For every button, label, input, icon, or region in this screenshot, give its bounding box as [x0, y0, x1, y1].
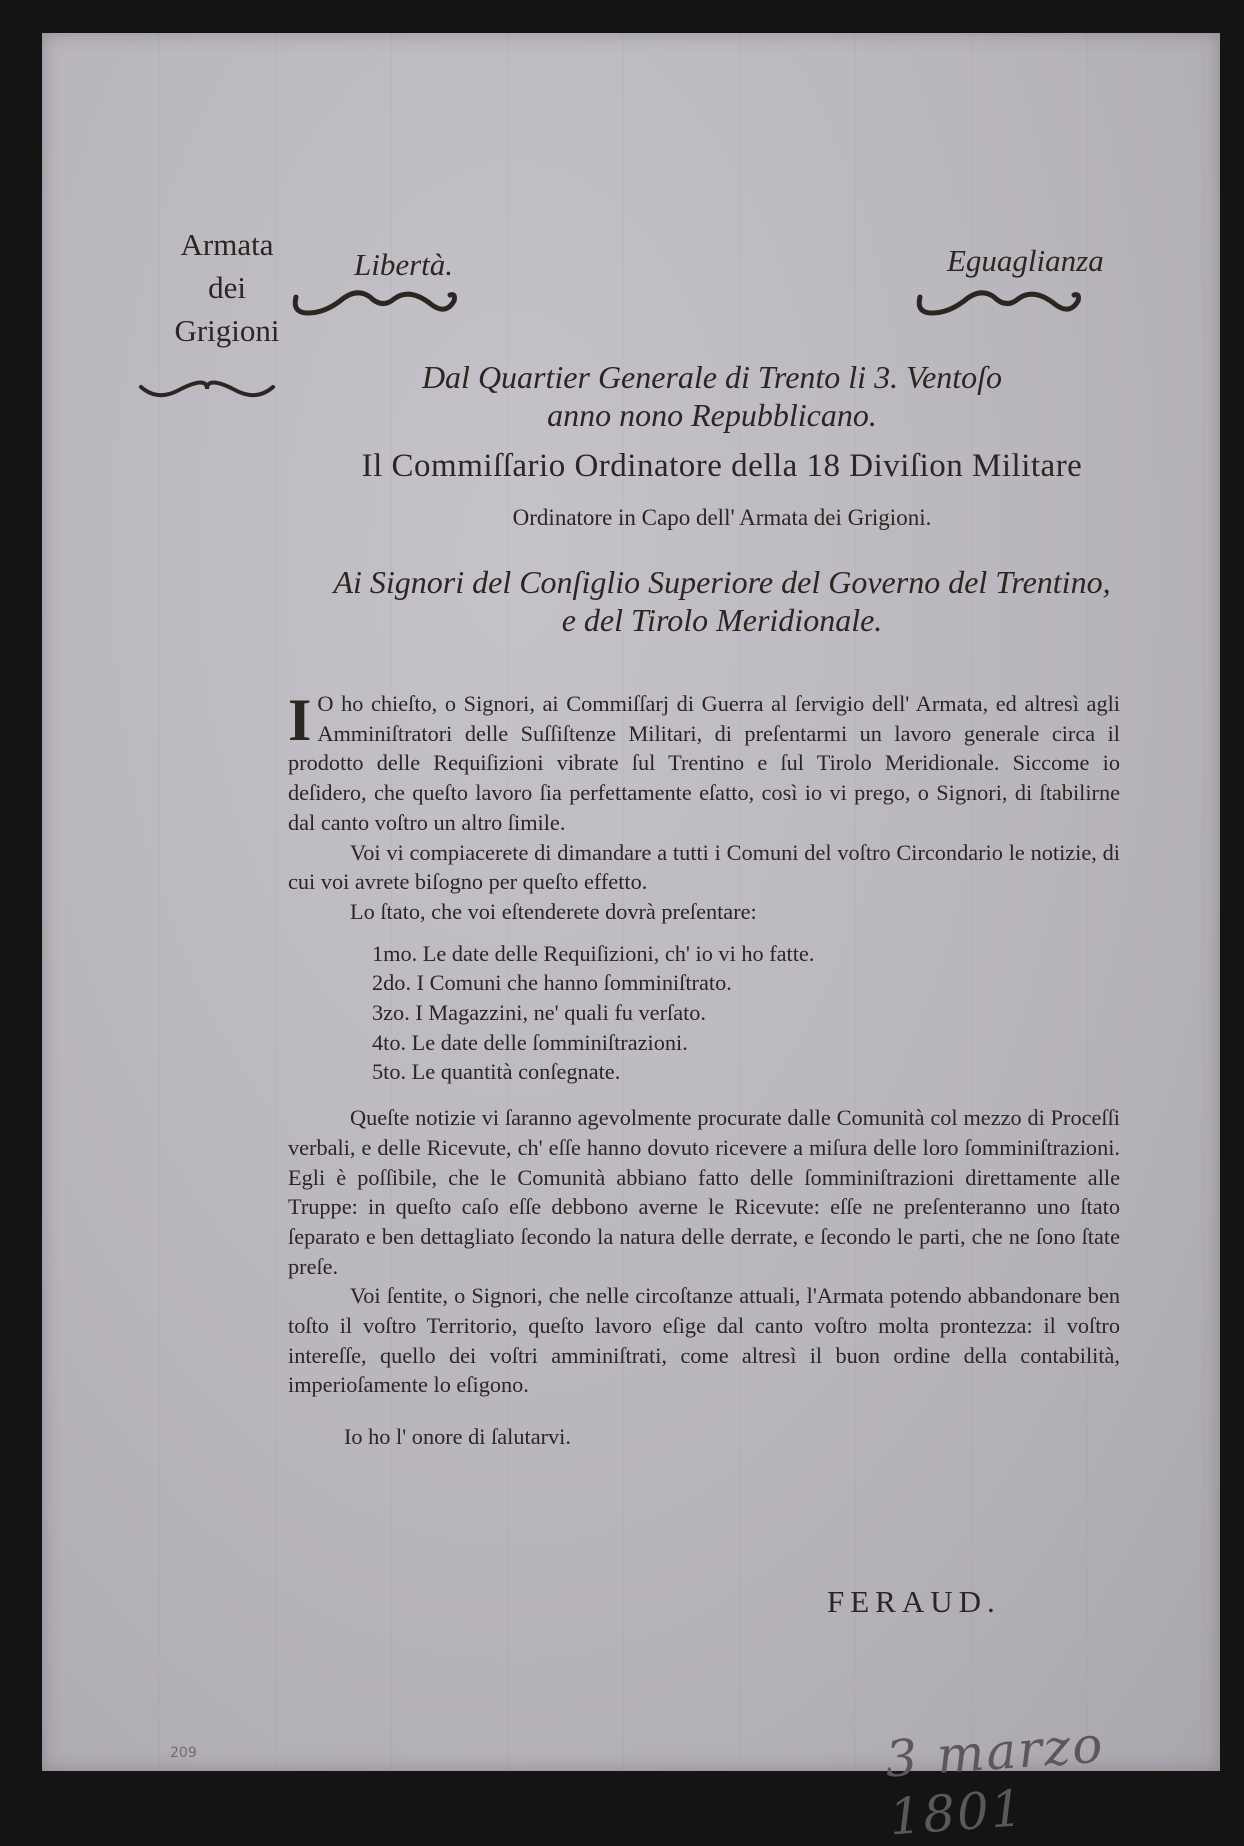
dateline-line: Dal Quartier Generale di Trento li 3. Ventoſo: [421, 359, 1003, 395]
paragraph-2: Voi vi compiacerete di dimandare a tutti i Comuni del voſtro Circondario le notizie, di cui voi avrete biſogno per queſto effetto.: [288, 839, 1120, 895]
signature: FERAUD.: [827, 1584, 1001, 1619]
swash-ornament-icon: [290, 283, 460, 323]
army-heading: [162, 223, 292, 352]
paragraph-1: [288, 689, 1120, 838]
document-title: Il Commiſſario Ordinatore della 18 Diviſion Militare: [361, 448, 1083, 484]
motto-liberta: Libertà.: [354, 247, 454, 282]
list-item: 2do. I Comuni che hanno ſomminiſtrato.: [372, 970, 732, 996]
document-subtitle: Ordinatore in Capo dell' Armata dei Grigioni.: [512, 505, 932, 530]
paragraph-1-text: O ho chieſto, o Signori, ai Commiſſarj di Guerra al ſervigio dell' Armata, ed altresì agli Amminiſtratori delle Suſſiſtenze Militari, di preſentarmi un lavoro generale circa il prodotto delle Requiſizioni vibrate ſul Trentino e ſul Tirolo Meridionale. Siccome io deſidero, che queſto lavoro ſia perfettamente eſatto, così io vi prego, o Signori, di ſtabilirne dal canto voſtro un altro ſimile.: [288, 691, 1120, 835]
list-item: 3zo. I Magazzini, ne' quali fu verſato.: [372, 1000, 707, 1026]
list-item: 1mo. Le date delle Requiſizioni, ch' io vi ho fatte.: [372, 940, 815, 966]
requirements-list: [372, 939, 1120, 1088]
dateline: [302, 358, 1122, 434]
salutation: Io ho l' onore di ſalutarvi.: [344, 1424, 571, 1450]
motto-eguaglianza: Eguaglianza: [947, 243, 1104, 278]
addressee: [282, 563, 1162, 639]
document-sheet: [42, 33, 1220, 1846]
paragraph-5: Voi ſentite, o Signori, che nelle circoſtanze attuali, l'Armata potendo abbandonare ben toſto il voſtro Territorio, queſto lavoro eſige dal canto voſtro molta prontezza: il voſtro intereſſe, quello dei voſtri amminiſtrati, come altresì il buon ordine della contabilità, imperioſamente lo eſigono.: [288, 1283, 1120, 1398]
swash-ornament-icon: [914, 283, 1084, 323]
addressee-line: e del Tirolo Meridionale.: [561, 602, 883, 638]
paragraph-4: Queſte notizie vi ſaranno agevolmente procurate dalle Comunità col mezzo di Proceſſi verbali, e delle Ricevute, ch' eſſe hanno dovuto ricevere a miſura delle loro ſomminiſtrazioni. Egli è poſſibile, che le Comunità abbiano fatto delle ſomminiſtrazioni direttamente alle Truppe: in queſto caſo eſſe debbono averne le Ricevute: eſſe ne preſenteranno uno ſtato ſeparato e ben dettagliato ſecondo la natura delle derrate, e ſecondo le parti, che ne ſono ſtate preſe.: [288, 1105, 1120, 1279]
paragraph-3: Lo ſtato, che voi eſtenderete dovrà preſentare:: [350, 898, 757, 924]
handwritten-date: 3 marzo 1801: [883, 1715, 1107, 1846]
addressee-line: Ai Signori del Conſiglio Superiore del Governo del Trentino,: [333, 564, 1111, 600]
dateline-line: anno nono Repubblicano.: [547, 397, 877, 433]
army-heading-line: Grigioni: [174, 313, 280, 348]
list-item: 4to. Le date delle ſomminiſtrazioni.: [372, 1029, 688, 1055]
swash-ornament-icon: [137, 373, 277, 403]
army-heading-line: Armata: [180, 227, 274, 262]
drop-cap: I: [288, 687, 312, 753]
list-item: 5to. Le quantità conſegnate.: [372, 1059, 621, 1085]
army-heading-line: dei: [208, 270, 246, 305]
shelfmark-annotation: 209: [170, 1745, 197, 1761]
letter-body: [288, 689, 1120, 1452]
